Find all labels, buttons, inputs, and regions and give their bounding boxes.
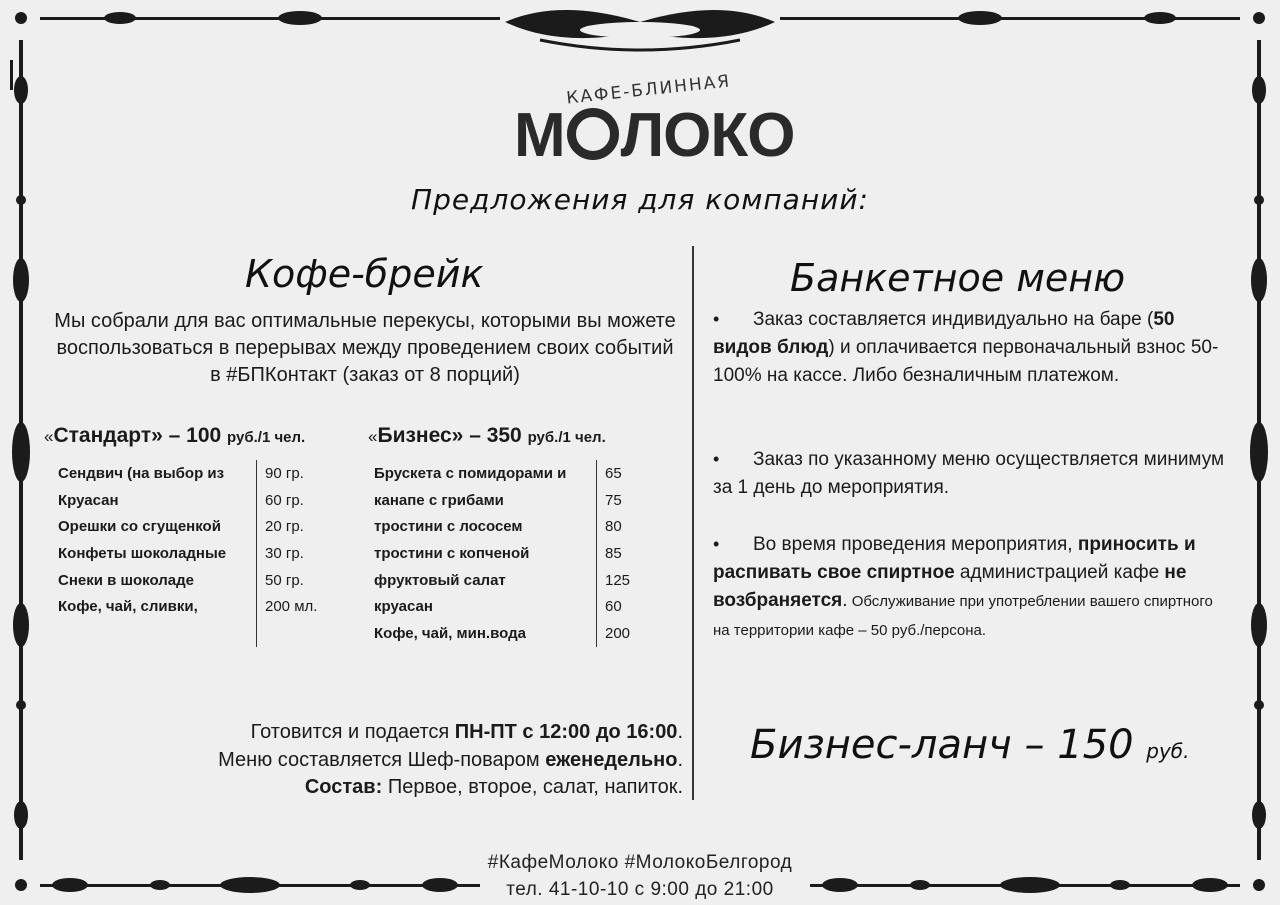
menu-item-qty: 75 (597, 487, 666, 514)
menu-item-qty: 200 мл. (257, 593, 346, 620)
menu-item-name: Конфеты шоколадные (58, 544, 227, 562)
menu-row (366, 460, 665, 487)
menu-item-name: Снеки в шоколаде (58, 571, 195, 589)
column-divider (692, 246, 694, 800)
business-lunch-info: Готовится и подается ПН-ПТ с 12:00 до 16:00. Меню составляется Шеф-поваром еженедельно. Состав: Первое, второе, салат, напиток. (218, 721, 683, 798)
menu-row (366, 487, 665, 514)
logo-text-left: М (514, 101, 565, 170)
menu-row (50, 620, 345, 647)
banquet-title: Банкетное меню (790, 256, 1126, 300)
menu-row (50, 593, 345, 620)
menu-item-name: круасан (374, 598, 433, 616)
footer-hashtags: #КафеМолоко #МолокоБелгород (487, 852, 793, 873)
menu-item-qty: 60 гр. (257, 487, 346, 514)
menu-item-qty: 80 (597, 513, 666, 540)
menu-item-name: Брускета с помидорами и (374, 464, 567, 482)
menu-row (50, 540, 345, 567)
business-lunch-title: Бизнес-ланч – 150 руб. (750, 722, 1190, 768)
menu-item-qty: 200 (597, 620, 666, 647)
menu-row (366, 620, 665, 647)
menu-item-name: Кофе, чай, сливки, (58, 598, 198, 616)
menu-row (50, 567, 345, 594)
menu-item-qty: 90 гр. (257, 460, 346, 487)
banquet-bullet-3: • Во время проведения мероприятия, приносить и распивать свое спиртное администрацией кафе не возбраняется. Обслуживание при употреблении вашего спиртного на территории кафе – 50 руб./персона. (713, 534, 1213, 639)
plate-fork-icon (567, 108, 619, 160)
menu-row (366, 593, 665, 620)
menu-item-name: фруктовый салат (374, 571, 506, 589)
menu-row (50, 513, 345, 540)
footer-phone: тел. 41-10-10 с 9:00 до 21:00 (506, 879, 774, 900)
banquet-bullet-2: • Заказ по указанному меню осуществляется минимум за 1 день до мероприятия. (713, 449, 1225, 498)
menu-item-qty (257, 620, 346, 647)
menu-row (50, 487, 345, 514)
menu-item-name: Сендвич (на выбор из (58, 464, 225, 482)
menu-row (366, 567, 665, 594)
menu-item-qty: 65 (597, 460, 666, 487)
menu-item-qty: 30 гр. (257, 540, 346, 567)
menu-row (366, 513, 665, 540)
menu-item-qty: 60 (597, 593, 666, 620)
page-title: Предложения для компаний: (411, 183, 869, 216)
menu-item-name: Круасан (58, 491, 119, 509)
menu-item-name: Кофе, чай, мин.вода (374, 624, 526, 642)
banquet-bullet-1: • Заказ составляется индивидуально на баре (50 видов блюд) и оплачивается первоначальный взнос 50-100% на кассе. Либо безналичным платежом. (713, 309, 1219, 386)
menu-item-qty: 125 (597, 567, 666, 594)
business-menu-table (366, 460, 665, 647)
menu-item-name: канапе с грибами (374, 491, 504, 509)
coffee-break-title: Кофе-брейк (245, 252, 484, 296)
logo-text-right: ЛОКО (620, 101, 795, 170)
coffee-break-intro: Мы собрали для вас оптимальные перекусы, которыми вы можете воспользоваться в перерывах между проведением своих событий в #БПКонтакт (заказ от 8 порций) (54, 310, 676, 386)
menu-item-name: тростини с лососем (374, 518, 523, 536)
menu-item-name (50, 620, 257, 647)
menu-item-qty: 20 гр. (257, 513, 346, 540)
logo-subtitle: КАФЕ-БЛИННАЯ (565, 71, 732, 109)
menu-item-qty: 85 (597, 540, 666, 567)
menu-item-name: Орешки со сгущенкой (58, 518, 221, 536)
standard-plan-header: «Стандарт» – 100 руб./1 чел. (44, 424, 306, 447)
logo (514, 100, 794, 171)
standard-menu-table (50, 460, 345, 647)
business-plan-header: «Бизнес» – 350 руб./1 чел. (368, 424, 606, 447)
menu-item-name: тростини с копченой (374, 544, 530, 562)
menu-row (366, 540, 665, 567)
menu-row (50, 460, 345, 487)
menu-item-qty: 50 гр. (257, 567, 346, 594)
